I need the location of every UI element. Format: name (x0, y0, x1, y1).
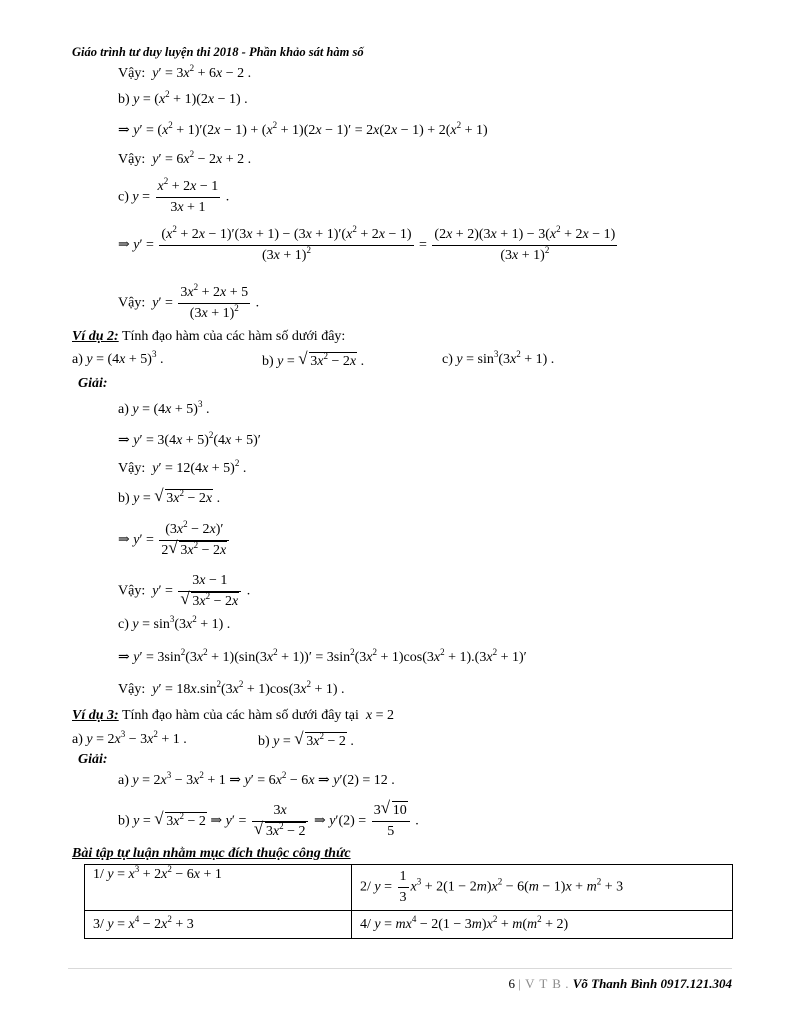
ex2-b-derivative: ⇒ y′ = $\frac{(3x^2 - 2x)'}{2√ 3x^2 - 2x}$ (118, 520, 231, 561)
ex2-c-problem: c) $y = \sin^3(3x^2 + 1)$ . (442, 349, 555, 367)
ex3-a-problem: a) $y = 2x^3 - 3x^2 + 1$ . (72, 729, 187, 747)
ex1-c-result: Vậy: y′ = $\frac{3x^2 + 2x + 5}{(3x + 1)^2}$ . (118, 282, 260, 321)
ex2-b-problem: b) y = √ $3x^2 - 2x$ . (262, 352, 364, 370)
exercise-2: 2/ y = $\frac{1}{3}$ $x^3 + 2(1 - 2m)x^2 - 6(m - 1)x + m^2 + 3$ (352, 865, 733, 911)
ex3-b-solution: b) y = √ $3x^2 - 2$ ⇒ y′ = 3x √ $3x^2 - 2$ ⇒ y′(2) = $\frac{3√ 10}{5}$ . (118, 801, 419, 842)
ex1-a-result: Vậy: $y' = 3x^2 + 6x - 2$ . (118, 63, 252, 81)
exercises-table (84, 864, 733, 939)
ex2-c-derivative: ⇒ $y' = 3\sin^2(3x^2 + 1)(\sin(3x^2 + 1))' = 3\sin^2(3x^2 + 1)\cos(3x^2 + 1).(3x^2 + 1)'$ (118, 647, 527, 665)
ex1-b-derivative: ⇒ $y' = (x^2 + 1)'(2x - 1) + (x^2 + 1)(2x - 1)' = 2x(2x - 1) + 2(x^2 + 1)$ (118, 120, 488, 138)
ex1-b-function: b) $y = (x^2 + 1)(2x - 1)$ . (118, 89, 248, 107)
ex1-c-function: c) y = $\frac{x^2 + 2x - 1}{3x + 1}$ . (118, 176, 230, 215)
page-number: 6 (508, 976, 516, 991)
page-header: Giáo trình tư duy luyện thi 2018 - Phần khảo sát hàm số (72, 45, 364, 59)
footer-author: Võ Thanh Bình 0917.121.304 (572, 976, 732, 991)
ex2-title-line (72, 329, 345, 345)
ex2-a-result: Vậy: $y' = 12(4x + 5)^2$ . (118, 458, 247, 476)
footer-dot: . (565, 976, 570, 991)
ex2-c-result: Vậy: $y' = 18x.\sin^2(3x^2 + 1)\cos(3x^2 + 1)$ . (118, 679, 345, 697)
ex2-b-function: b) y = √ $3x^2 - 2x$ . (118, 489, 220, 507)
table-row (85, 865, 733, 911)
table-row (85, 911, 733, 939)
exercise-1: 1/ $y = x^3 + 2x^2 - 6x + 1$ (85, 865, 352, 911)
ex1-b-result: Vậy: $y' = 6x^2 - 2x + 2$ . (118, 149, 252, 167)
ex1-c-derivative: ⇒ y′ = $\frac{(x^2 + 2x - 1)'(3x + 1) - (3x + 1)'(x^2 + 2x - 1)}{(3x + 1)^2}$ = $\frac{(2x + 2)(3x + 1) - 3(x^2 + 2x - 1)}{(3x + 1)^2}$ (118, 224, 616, 263)
ex2-a-function: a) $y = (4x + 5)^3$ . (118, 399, 210, 417)
footer-separator: | (518, 976, 522, 991)
ex2-title: Ví dụ 2: (72, 329, 119, 344)
ex3-title-line: Ví dụ 3: Tính đạo hàm của các hàm số dưới đây tại x = 2 (72, 708, 395, 723)
footer-divider (68, 968, 732, 969)
ex3-a-solution: a) $y = 2x^3 - 3x^2 + 1$ ⇒ $y' = 6x^2 - 6x$ ⇒ y′(2) = 12 . (118, 770, 395, 788)
ex2-a-derivative: ⇒ $y' = 3(4x + 5)^2(4x + 5)'$ (118, 430, 261, 448)
ex2-a-problem: a) $y = (4x + 5)^3$ . (72, 349, 164, 367)
exercises-title: Bài tập tự luận nhằm mục đích thuộc công thức (72, 846, 351, 861)
exercise-4: 4/ $y = mx^4 - 2(1 - 3m)x^2 + m(m^2 + 2)$ (352, 911, 733, 939)
ex3-statement: Tính đạo hàm của các hàm số dưới đây tại (121, 708, 359, 723)
ex3-solution-label: Giải: (78, 752, 108, 767)
ex2-statement: Tính đạo hàm của các hàm số dưới đây: (121, 329, 346, 344)
ex3-title: Ví dụ 3: (72, 708, 119, 723)
ex3-b-problem: b) y = √ $3x^2 - 2$ . (258, 732, 354, 750)
ex2-b-result: Vậy: y′ = 3x − 1 √ $3x^2 - 2x$ . (118, 571, 250, 612)
ex2-solution-label: Giải: (78, 376, 108, 391)
exercise-3: 3/ $y = x^4 - 2x^2 + 3$ (85, 911, 352, 939)
page-footer (509, 976, 732, 992)
footer-initials: V T B (525, 976, 562, 991)
ex2-c-function: c) $y = \sin^3(3x^2 + 1)$ . (118, 614, 231, 632)
